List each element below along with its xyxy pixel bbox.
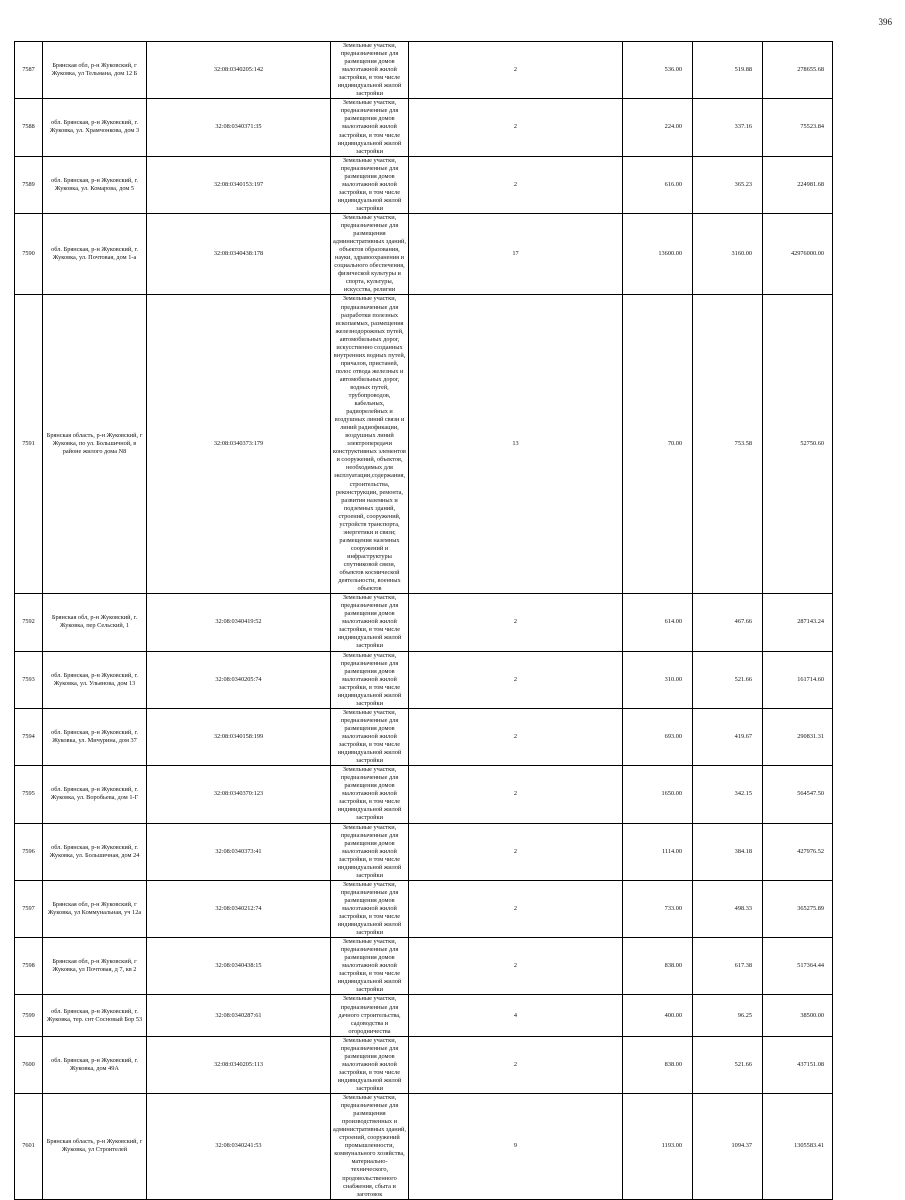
land-use-cell: Земельные участки, предназначенные для размещения домов малоэтажной жилой застройки, в том числе индивидуальной жилой застройки — [331, 651, 409, 708]
group-code-cell: 17 — [409, 213, 623, 294]
specific-value-cell: 753.58 — [693, 295, 763, 594]
land-use-cell: Земельные участки, предназначенные для размещения домов малоэтажной жилой застройки, в том числе индивидуальной жилой застройки — [331, 766, 409, 823]
row-number: 7594 — [15, 708, 43, 765]
cadastral-value-cell: 365275.89 — [763, 880, 833, 937]
row-number: 7596 — [15, 823, 43, 880]
row-number: 7598 — [15, 938, 43, 995]
group-code-cell: 2 — [409, 156, 623, 213]
specific-value-cell: 96.25 — [693, 995, 763, 1036]
area-cell: 1650.00 — [623, 766, 693, 823]
land-use-cell: Земельные участки, предназначенные для размещения домов малоэтажной жилой застройки, в том числе индивидуальной жилой застройки — [331, 1036, 409, 1093]
cadastral-value-cell: 427976.52 — [763, 823, 833, 880]
land-use-cell: Земельные участки, предназначенные для размещения домов малоэтажной жилой застройки, в том числе индивидуальной жилой застройки — [331, 823, 409, 880]
area-cell: 310.00 — [623, 651, 693, 708]
address-cell: обл. Брянская, р-н Жуковский, г. Жуковка, ул. Почтовая, дом 1-а — [43, 213, 147, 294]
address-cell: обл. Брянская, р-н Жуковский, г. Жуковка, ул. Мичурина, дом 37 — [43, 708, 147, 765]
group-code-cell: 2 — [409, 823, 623, 880]
cadastral-value-cell: 38500.00 — [763, 995, 833, 1036]
land-use-cell: Земельные участки, предназначенные для размещения домов малоэтажной жилой застройки, в том числе индивидуальной жилой застройки — [331, 156, 409, 213]
area-cell: 693.00 — [623, 708, 693, 765]
specific-value-cell: 337.16 — [693, 99, 763, 156]
table-row — [15, 651, 894, 708]
area-cell: 614.00 — [623, 594, 693, 651]
group-code-cell: 2 — [409, 880, 623, 937]
cadastral-value-cell: 224981.68 — [763, 156, 833, 213]
cadastral-number-cell: 32:08:0340158:199 — [147, 708, 331, 765]
specific-value-cell: 617.38 — [693, 938, 763, 995]
specific-value-cell: 467.66 — [693, 594, 763, 651]
cadastral-number-cell: 32:08:0340373:41 — [147, 823, 331, 880]
row-number: 7587 — [15, 42, 43, 99]
cadastral-number-cell: 32:08:0340287:61 — [147, 995, 331, 1036]
land-use-cell: Земельные участки, предназначенные для разработки полезных ископаемых, размещения железнодорожных путей, автомобильных дорог, искусственно созданных внутренних водных путей, причалов, пристаней, полос отвода железных и автомобильных дорог, водных путей, трубопроводов, кабельных, радиорелейных и воздушных линий связи и линий радиофикации, воздушных линий электропередачи конструктивных элементов и сооружений, объектов, необходимых для эксплуатации,содержания, строительства, реконструкции, ремонта, развития наземных и подземных зданий, строений, сооружений, устройств транспорта, энергетики и связи; размещения наземных сооружений и инфраструктуры спутниковой связи, объектов космической деятельности, военных объектов — [331, 295, 409, 594]
table-row — [15, 594, 894, 651]
specific-value-cell: 3160.00 — [693, 213, 763, 294]
land-use-cell: Земельные участки, предназначенные для размещения домов малоэтажной жилой застройки, в том числе индивидуальной жилой застройки — [331, 880, 409, 937]
cadastral-value-cell: 42976000.00 — [763, 213, 833, 294]
address-cell: Брянская область, р-н Жуковский, г Жуковка, по ул. Большичной, в районе жилого дома N8 — [43, 295, 147, 594]
table-row — [15, 1036, 894, 1093]
row-number: 7595 — [15, 766, 43, 823]
area-cell: 1114.00 — [623, 823, 693, 880]
cadastral-number-cell: 32:08:0340205:113 — [147, 1036, 331, 1093]
cadastral-number-cell: 32:08:0340153:197 — [147, 156, 331, 213]
cadastral-value-table — [14, 41, 894, 1200]
land-use-cell: Земельные участки, предназначенные для размещения домов малоэтажной жилой застройки, в том числе индивидуальной жилой застройки — [331, 42, 409, 99]
address-cell: Брянская область, р-н Жуковский, г Жуковка, ул Строителей — [43, 1094, 147, 1200]
specific-value-cell: 419.67 — [693, 708, 763, 765]
row-number: 7589 — [15, 156, 43, 213]
area-cell: 838.00 — [623, 1036, 693, 1093]
row-number: 7592 — [15, 594, 43, 651]
specific-value-cell: 1094.37 — [693, 1094, 763, 1200]
cadastral-number-cell: 32:08:0340438:178 — [147, 213, 331, 294]
group-code-cell: 2 — [409, 938, 623, 995]
cadastral-value-cell: 52750.60 — [763, 295, 833, 594]
table-row — [15, 213, 894, 294]
page-number: 396 — [878, 17, 892, 27]
group-code-cell: 2 — [409, 99, 623, 156]
address-cell: Брянская обл, р-н Жуковский, г Жуковка, ул Коммунальная, уч 12а — [43, 880, 147, 937]
group-code-cell: 2 — [409, 651, 623, 708]
row-number: 7588 — [15, 99, 43, 156]
cadastral-number-cell: 32:08:0340438:15 — [147, 938, 331, 995]
row-number: 7597 — [15, 880, 43, 937]
group-code-cell: 4 — [409, 995, 623, 1036]
cadastral-value-cell: 287143.24 — [763, 594, 833, 651]
cadastral-number-cell: 32:08:0340212:74 — [147, 880, 331, 937]
area-cell: 70.00 — [623, 295, 693, 594]
address-cell: обл. Брянская, р-н Жуковский, г. Жуковка, ул. Ульянова, дом 13 — [43, 651, 147, 708]
specific-value-cell: 519.88 — [693, 42, 763, 99]
table-row — [15, 156, 894, 213]
area-cell: 733.00 — [623, 880, 693, 937]
area-cell: 838.00 — [623, 938, 693, 995]
table-row — [15, 295, 894, 594]
table-row — [15, 42, 894, 99]
row-number: 7600 — [15, 1036, 43, 1093]
group-code-cell: 2 — [409, 42, 623, 99]
row-number: 7590 — [15, 213, 43, 294]
table-row — [15, 708, 894, 765]
cadastral-value-cell: 564547.50 — [763, 766, 833, 823]
cadastral-number-cell: 32:08:0340241:53 — [147, 1094, 331, 1200]
group-code-cell: 2 — [409, 766, 623, 823]
row-number: 7599 — [15, 995, 43, 1036]
table-row — [15, 880, 894, 937]
table-row — [15, 766, 894, 823]
cadastral-value-cell: 290831.31 — [763, 708, 833, 765]
cadastral-number-cell: 32:08:0340419:52 — [147, 594, 331, 651]
specific-value-cell: 365.23 — [693, 156, 763, 213]
cadastral-number-cell: 32:08:0340205:74 — [147, 651, 331, 708]
group-code-cell: 2 — [409, 594, 623, 651]
cadastral-number-cell: 32:08:0340205:142 — [147, 42, 331, 99]
cadastral-value-cell: 517364.44 — [763, 938, 833, 995]
row-number: 7593 — [15, 651, 43, 708]
group-code-cell: 9 — [409, 1094, 623, 1200]
land-use-cell: Земельные участки, предназначенные для дачного строительства, садоводства и огородничества — [331, 995, 409, 1036]
group-code-cell: 2 — [409, 708, 623, 765]
table-row — [15, 1094, 894, 1200]
cadastral-number-cell: 32:08:0340371:35 — [147, 99, 331, 156]
address-cell: Брянская обл, р-н Жуковский, г Жуковка, ул Тельмана, дом 12 Б — [43, 42, 147, 99]
address-cell: обл. Брянская, р-н Жуковский, г. Жуковка, ул. Комарова, дом 5 — [43, 156, 147, 213]
cadastral-value-cell: 278655.68 — [763, 42, 833, 99]
land-use-cell: Земельные участки, предназначенные для размещения административных зданий, объектов образования, науки, здравоохранения и социального обеспечения, физической культуры и спорта, культуры, искусства, религии — [331, 213, 409, 294]
address-cell: обл. Брянская, р-н Жуковский, г. Жуковка, дом 49А — [43, 1036, 147, 1093]
area-cell: 616.00 — [623, 156, 693, 213]
area-cell: 13600.00 — [623, 213, 693, 294]
table-row — [15, 995, 894, 1036]
cadastral-value-cell: 75523.84 — [763, 99, 833, 156]
group-code-cell: 2 — [409, 1036, 623, 1093]
cadastral-value-cell: 161714.60 — [763, 651, 833, 708]
area-cell: 224.00 — [623, 99, 693, 156]
specific-value-cell: 384.18 — [693, 823, 763, 880]
address-cell: обл. Брянская, р-н Жуковский, г. Жуковка, тер. снт Сосновый Бор 53 — [43, 995, 147, 1036]
table-row — [15, 99, 894, 156]
address-cell: Брянская обл, р-н Жуковский, г. Жуковка, пер Сельский, 1 — [43, 594, 147, 651]
area-cell: 1193.00 — [623, 1094, 693, 1200]
specific-value-cell: 521.66 — [693, 1036, 763, 1093]
table-row — [15, 938, 894, 995]
address-cell: Брянская обл, р-н Жуковский, г Жуковка, ул Почтовая, д 7, кв 2 — [43, 938, 147, 995]
cadastral-number-cell: 32:08:0340373:179 — [147, 295, 331, 594]
address-cell: обл. Брянская, р-н Жуковский, г. Жуковка, ул. Воробьева, дом 1-Г — [43, 766, 147, 823]
land-use-cell: Земельные участки, предназначенные для размещения производственных и административных зданий, строений, сооружений промышленности, коммунального хозяйства, материально-технического, продовольственного снабжения, сбыта и заготовок — [331, 1094, 409, 1200]
specific-value-cell: 521.66 — [693, 651, 763, 708]
group-code-cell: 13 — [409, 295, 623, 594]
row-number: 7601 — [15, 1094, 43, 1200]
address-cell: обл. Брянская, р-н Жуковский, г. Жуковка, ул. Большичная, дом 24 — [43, 823, 147, 880]
cadastral-value-cell: 437151.08 — [763, 1036, 833, 1093]
cadastral-number-cell: 32:08:0340370:123 — [147, 766, 331, 823]
specific-value-cell: 342.15 — [693, 766, 763, 823]
cadastral-value-cell: 1305583.41 — [763, 1094, 833, 1200]
land-use-cell: Земельные участки, предназначенные для размещения домов малоэтажной жилой застройки, в том числе индивидуальной жилой застройки — [331, 708, 409, 765]
area-cell: 400.00 — [623, 995, 693, 1036]
land-use-cell: Земельные участки, предназначенные для размещения домов малоэтажной жилой застройки, в том числе индивидуальной жилой застройки — [331, 99, 409, 156]
specific-value-cell: 498.33 — [693, 880, 763, 937]
address-cell: обл. Брянская, р-н Жуковский, г. Жуковка, ул. Храмчонкова, дом 3 — [43, 99, 147, 156]
row-number: 7591 — [15, 295, 43, 594]
land-use-cell: Земельные участки, предназначенные для размещения домов малоэтажной жилой застройки, в том числе индивидуальной жилой застройки — [331, 594, 409, 651]
land-use-cell: Земельные участки, предназначенные для размещения домов малоэтажной жилой застройки, в том числе индивидуальной жилой застройки — [331, 938, 409, 995]
table-row — [15, 823, 894, 880]
area-cell: 536.00 — [623, 42, 693, 99]
